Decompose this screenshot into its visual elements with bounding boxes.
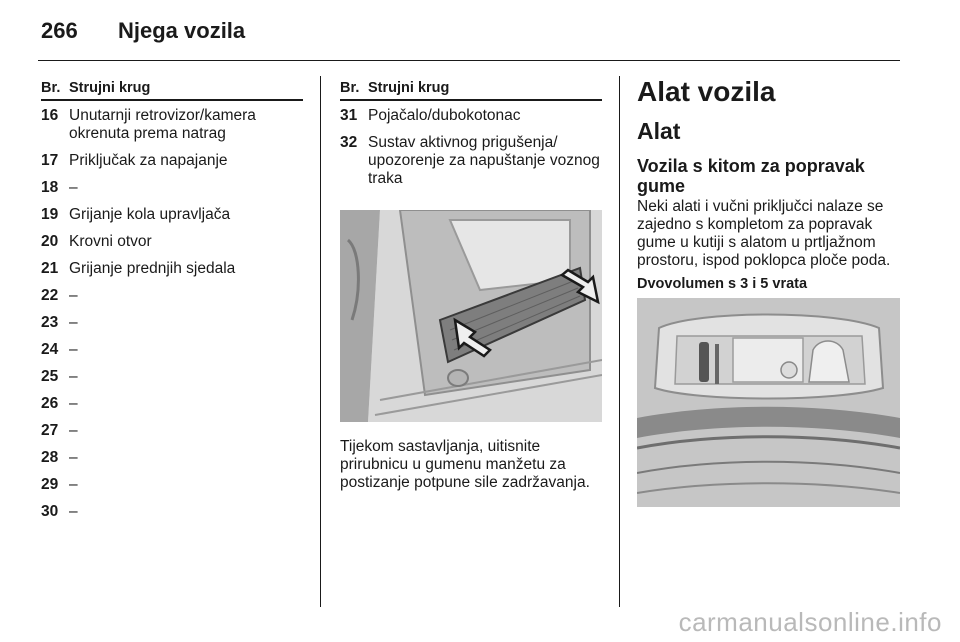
row-circuit: –	[69, 179, 78, 196]
table-row	[340, 107, 602, 125]
row-number: 17	[41, 152, 59, 169]
fuse-table-2-column	[340, 76, 602, 492]
header-no: Br.	[340, 80, 360, 96]
row-number: 28	[41, 449, 59, 466]
row-number: 18	[41, 179, 59, 196]
table-row	[41, 422, 303, 440]
toolbox-figure	[637, 298, 900, 507]
table-row	[41, 233, 303, 251]
row-number: 23	[41, 314, 59, 331]
table-row	[41, 503, 303, 521]
vehicle-tools-section	[637, 76, 901, 507]
row-circuit: Pojačalo/dubokotonac	[368, 107, 521, 124]
row-circuit: Grijanje kola upravljača	[69, 206, 231, 223]
fuse-table-1	[41, 76, 303, 521]
variant-subheading: Dvovolumen s 3 i 5 vrata	[637, 276, 808, 292]
table-row	[41, 476, 303, 494]
row-number: 27	[41, 422, 59, 439]
column-divider-1	[320, 76, 321, 607]
row-number: 24	[41, 341, 59, 358]
table-row	[41, 395, 303, 413]
row-number: 25	[41, 368, 59, 385]
header-no: Br.	[41, 80, 61, 96]
header-circuit: Strujni krug	[368, 80, 450, 96]
page-header-title: Njega vozila	[118, 18, 246, 43]
row-circuit: –	[69, 314, 78, 331]
fuse-cover-illustration	[340, 210, 602, 422]
header-circuit: Strujni krug	[69, 80, 151, 96]
row-number: 16	[41, 107, 59, 124]
row-number: 31	[340, 107, 358, 124]
row-circuit: Unutarnji retrovizor/kamera okrenuta prema natrag	[69, 107, 256, 142]
section-heading: Alat vozila	[637, 76, 776, 107]
table-row	[41, 260, 303, 278]
row-circuit: –	[69, 449, 78, 466]
toolbox-illustration	[637, 298, 900, 507]
row-circuit: Sustav aktivnog prigušenja/ upozorenje za napuštanje voznog traka	[368, 134, 600, 187]
table-row	[41, 341, 303, 359]
row-circuit: –	[69, 422, 78, 439]
figure-caption: Tijekom sastavljanja, uitisnite prirubnicu u gumenu manžetu za postizanje potpune sile zadržavanja.	[340, 438, 590, 491]
row-number: 29	[41, 476, 59, 493]
row-circuit: Priključak za napajanje	[69, 152, 228, 169]
row-circuit: –	[69, 395, 78, 412]
fuse-table-header	[41, 76, 303, 101]
subsection-heading: Alat	[637, 118, 681, 144]
table-row	[41, 179, 303, 197]
row-number: 32	[340, 134, 358, 151]
table-row	[41, 206, 303, 224]
table-row	[41, 152, 303, 170]
table-row	[41, 287, 303, 305]
row-circuit: –	[69, 368, 78, 385]
row-circuit: –	[69, 476, 78, 493]
row-circuit: –	[69, 287, 78, 304]
row-number: 19	[41, 206, 59, 223]
table-row	[41, 314, 303, 332]
header-rule	[38, 60, 900, 61]
table-row	[41, 368, 303, 386]
watermark: carmanualsonline.info	[678, 607, 942, 637]
row-number: 30	[41, 503, 59, 520]
page-number: 266	[41, 18, 78, 43]
row-number: 26	[41, 395, 59, 412]
fuse-table-header	[340, 76, 602, 101]
table-row	[340, 134, 602, 188]
row-number: 20	[41, 233, 59, 250]
fuse-cover-figure	[340, 210, 602, 422]
table-row	[41, 107, 303, 143]
row-circuit: Krovni otvor	[69, 233, 152, 250]
table-row	[41, 449, 303, 467]
column-divider-2	[619, 76, 620, 607]
topic-heading: Vozila s kitom za popravak gume	[637, 156, 865, 196]
row-number: 22	[41, 287, 59, 304]
row-circuit: –	[69, 341, 78, 358]
row-circuit: –	[69, 503, 78, 520]
tool-location-paragraph: Neki alati i vučni priključci nalaze se zajedno s kompletom za popravak gume u kutiji s alatom u prtljažnom prostoru, ispod poklopca ploče poda.	[637, 198, 891, 269]
row-number: 21	[41, 260, 59, 277]
row-circuit: Grijanje prednjih sjedala	[69, 260, 236, 277]
